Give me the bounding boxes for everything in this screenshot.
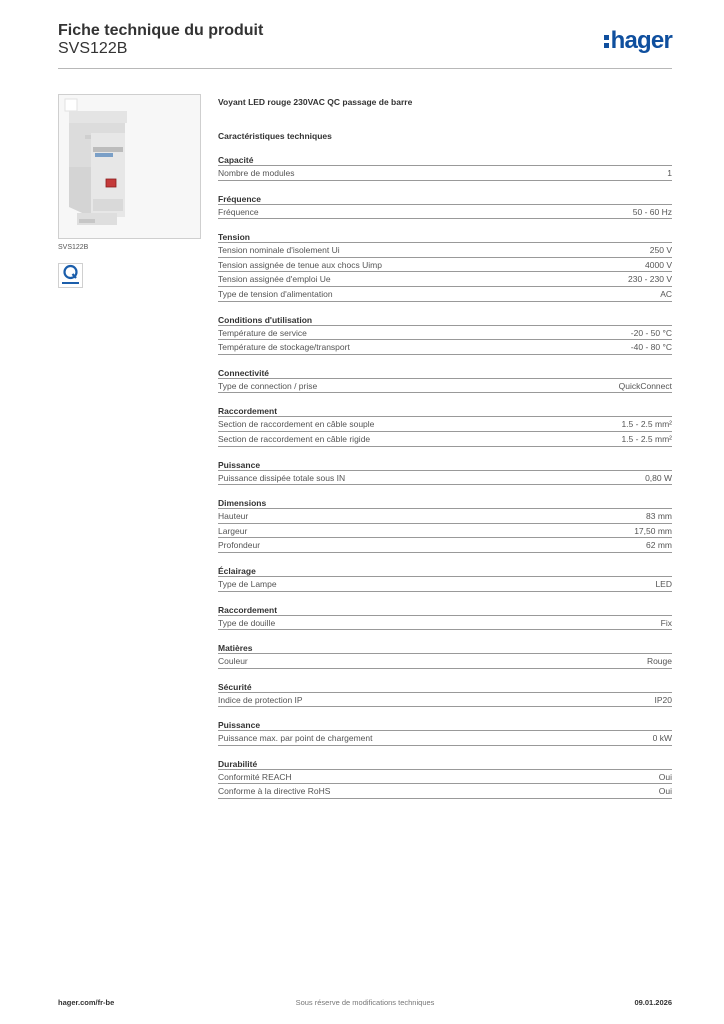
spec-group	[218, 565, 672, 592]
spec-value: QuickConnect	[618, 380, 672, 391]
spec-group	[218, 193, 672, 220]
spec-label: Profondeur	[218, 540, 261, 551]
spec-value: Rouge	[646, 656, 672, 667]
spec-value: Fix	[660, 617, 672, 628]
spec-value: 4000 V	[645, 259, 672, 270]
footer-date: 09.01.2026	[634, 998, 672, 1007]
spec-row	[218, 326, 672, 341]
spec-row	[218, 287, 672, 302]
product-reference: SVS122B	[58, 40, 128, 57]
spec-group-title: Fréquence	[218, 193, 672, 205]
spec-label: Conformité REACH	[218, 771, 292, 782]
spec-row	[218, 166, 672, 181]
product-description: Voyant LED rouge 230VAC QC passage de barre	[218, 97, 413, 107]
spec-row	[218, 731, 672, 746]
spec-label: Section de raccordement en câble rigide	[218, 433, 371, 444]
footer-website-link[interactable]: hager.com/fr-be	[58, 998, 115, 1007]
specifications-section	[218, 96, 672, 799]
spec-group	[218, 405, 672, 446]
spec-row	[218, 577, 672, 592]
spec-group-title: Puissance	[218, 459, 672, 471]
spec-row	[218, 243, 672, 258]
spec-row	[218, 205, 672, 220]
hager-logo[interactable]	[604, 29, 672, 53]
spec-row	[218, 654, 672, 669]
product-image	[58, 94, 201, 239]
footer-notice: Sous réserve de modifications techniques	[295, 998, 435, 1007]
spec-label: Tension nominale d'isolement Ui	[218, 245, 340, 256]
spec-label: Puissance max. par point de chargement	[218, 733, 373, 744]
spec-group-title: Capacité	[218, 154, 672, 166]
spec-label: Type de tension d'alimentation	[218, 288, 333, 299]
spec-value: Oui	[658, 786, 672, 797]
spec-row	[218, 379, 672, 394]
spec-group	[218, 681, 672, 708]
logo-dots-icon	[604, 35, 609, 48]
spec-group	[218, 642, 672, 669]
spec-groups	[218, 154, 672, 799]
spec-group-title: Matières	[218, 642, 672, 654]
spec-label: Nombre de modules	[218, 168, 295, 178]
spec-label: Type de douille	[218, 617, 276, 628]
modular-indicator-illustration	[59, 95, 201, 239]
spec-value: 83 mm	[646, 511, 672, 522]
spec-value: Oui	[658, 771, 672, 782]
spec-group	[218, 231, 672, 301]
spec-row	[218, 432, 672, 447]
spec-label: Type de connection / prise	[218, 380, 318, 391]
spec-label: Tension assignée de tenue aux chocs Uimp	[218, 259, 382, 270]
spec-group	[218, 497, 672, 553]
spec-group	[218, 604, 672, 631]
spec-group-title: Sécurité	[218, 681, 672, 693]
spec-label: Largeur	[218, 525, 248, 536]
spec-label: Température de stockage/transport	[218, 342, 350, 353]
spec-group	[218, 367, 672, 394]
spec-value: 230 - 230 V	[628, 274, 672, 285]
spec-group-title: Raccordement	[218, 405, 672, 417]
spec-row	[218, 538, 672, 553]
spec-label: Conforme à la directive RoHS	[218, 786, 331, 797]
product-image-caption: SVS122B	[58, 244, 89, 251]
spec-label: Couleur	[218, 656, 248, 667]
spec-group-title: Durabilité	[218, 758, 672, 770]
spec-row	[218, 471, 672, 486]
spec-label: Indice de protection IP	[218, 694, 303, 705]
spec-value: 1.5 - 2.5 mm²	[621, 433, 672, 444]
document-title: Fiche technique du produit	[58, 22, 264, 39]
spec-group-title: Tension	[218, 231, 672, 243]
spec-label: Hauteur	[218, 511, 249, 522]
spec-value: 1.5 - 2.5 mm²	[621, 419, 672, 430]
spec-group	[218, 154, 672, 181]
spec-group-title: Raccordement	[218, 604, 672, 616]
spec-group-title: Puissance	[218, 719, 672, 731]
spec-value: 17,50 mm	[634, 525, 672, 536]
spec-row	[218, 784, 672, 799]
spec-value: AC	[660, 288, 672, 299]
spec-value: 50 - 60 Hz	[632, 206, 672, 217]
spec-row	[218, 417, 672, 432]
page-header	[58, 22, 672, 69]
spec-label: Tension assignée d'emploi Ue	[218, 274, 331, 285]
spec-label: Puissance dissipée totale sous IN	[218, 472, 346, 483]
spec-value: -40 - 80 °C	[630, 342, 672, 353]
spec-group-title: Dimensions	[218, 497, 672, 509]
spec-group	[218, 758, 672, 799]
spec-value: 1	[667, 168, 672, 178]
spec-row	[218, 509, 672, 524]
page-footer	[58, 998, 672, 1010]
spec-group-title: Conditions d'utilisation	[218, 314, 672, 326]
spec-group	[218, 314, 672, 355]
spec-row	[218, 524, 672, 539]
spec-group-title: Connectivité	[218, 367, 672, 379]
quality-certification-logo	[58, 263, 83, 288]
spec-value: 62 mm	[646, 540, 672, 551]
spec-group	[218, 719, 672, 746]
spec-label: Type de Lampe	[218, 578, 277, 589]
spec-label: Section de raccordement en câble souple	[218, 419, 375, 430]
spec-group-title: Éclairage	[218, 565, 672, 577]
spec-row	[218, 340, 672, 355]
spec-row	[218, 693, 672, 708]
spec-value: 250 V	[649, 245, 672, 256]
spec-row	[218, 272, 672, 287]
spec-value: IP20	[654, 694, 672, 705]
spec-value: LED	[655, 578, 672, 589]
spec-row	[218, 770, 672, 785]
spec-value: 0,80 W	[645, 472, 672, 483]
spec-group	[218, 459, 672, 486]
spec-label: Température de service	[218, 327, 307, 338]
spec-label: Fréquence	[218, 206, 259, 217]
specs-heading: Caractéristiques techniques	[218, 131, 332, 141]
spec-value: -20 - 50 °C	[630, 327, 672, 338]
spec-row	[218, 258, 672, 273]
logo-wordmark: hager	[610, 27, 672, 54]
spec-row	[218, 616, 672, 631]
spec-value: 0 kW	[652, 733, 672, 744]
